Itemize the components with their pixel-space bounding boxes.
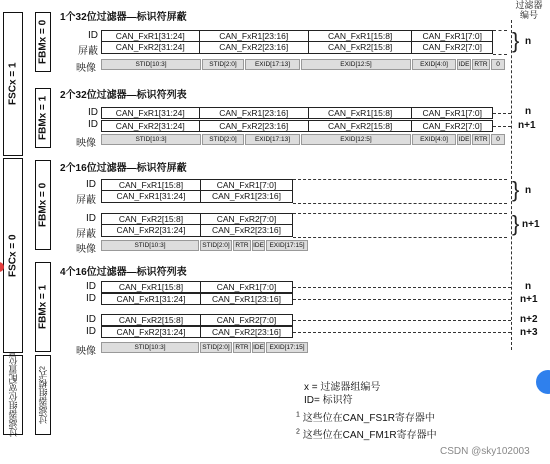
sec3-mask-label-b: 屏蔽 [76,229,96,240]
cell: CAN_FxR1[23:16] [200,108,309,118]
sec4-id-4: ID [86,326,96,337]
group-pos-label: 过滤器组位宽配置位 1 [8,352,19,438]
map-cell: STID[10:3] [101,134,201,145]
cell: CAN_FxR2[31:24] [102,42,200,53]
sec4-row-a1 [101,281,293,293]
cell: CAN_FxR1[31:24] [102,191,201,202]
cell: CAN_FxR1[31:24] [102,108,200,118]
sec3-map-label: 映像 [76,244,96,255]
sec3-dash-3 [293,213,507,214]
sec2-title: 2个32位过滤器—标识符列表 [60,90,187,101]
sec1-brace: } [512,28,520,53]
legend-x: x = 过滤器组编号 [304,382,381,393]
cell: CAN_FxR2[31:24] [102,121,200,131]
sec4-n: n [525,281,532,292]
sec1-mask-label: 屏蔽 [78,46,98,57]
sec1-n: n [525,36,532,47]
fbmx0-label-2: FBMx = 0 [37,182,49,228]
sec3-n1: n+1 [522,219,540,230]
sec4-row-a2 [101,293,293,305]
sec3-row-b2 [101,225,293,237]
cell: CAN_FxR2[23:16] [200,121,309,131]
map-cell: STID[2:0] [200,240,232,251]
sec1-id-label: ID [88,30,98,41]
sec4-id-1: ID [86,281,96,292]
map-cell: STID[2:0] [200,342,232,353]
fscx1-label: FSCx = 1 [7,62,19,106]
legend-id: ID= 标识符 [304,395,353,406]
sec4-row-b1 [101,314,293,326]
sec1-dash-top [493,30,507,31]
sec4-dash-2 [293,299,511,300]
sec4-row-b2 [101,326,293,338]
sec4-n1: n+1 [520,294,538,305]
cell: CAN_FxR1[15:8] [309,108,412,118]
map-cell: EXID[4:0] [412,134,456,145]
map-cell: EXID[4:0] [412,59,456,70]
cell: CAN_FxR2[7:0] [216,214,277,224]
cell: CAN_FxR1[7:0] [216,282,277,292]
sec3-row-b1 [101,213,293,225]
map-cell: EXID[17:13] [245,59,300,70]
sec3-dash-2 [293,203,507,204]
sec3-brace-2: } [512,211,520,236]
cell: CAN_FxR2[23:16] [211,327,281,337]
map-cell: EXID[17:13] [245,134,300,145]
sec4-dash-3 [293,320,511,321]
sec4-n2: n+2 [520,314,538,325]
map-cell: IDE [458,61,470,68]
sec4-n3: n+3 [520,327,538,338]
sec3-id-label-a: ID [86,179,96,190]
sec3-dash-4 [293,237,507,238]
sec2-dash-2 [493,126,511,127]
cell: CAN_FxR2[15:8] [102,315,201,325]
fbmx1-label-1: FBMx = 1 [37,95,49,141]
cell: CAN_FxR2[15:8] [102,214,201,224]
sec2-map-label: 映像 [76,138,96,149]
cell: CAN_FxR1[23:16] [211,294,281,304]
cell: CAN_FxR2[23:16] [211,225,281,235]
map-cell: RTR [472,134,490,145]
sec4-map-row [101,342,308,353]
sec1-map-label: 映像 [76,63,96,74]
map-cell: STID[10:3] [101,342,199,353]
map-cell: 0 [491,134,505,145]
sec4-id-2: ID [86,293,96,304]
map-cell: EXID[12:5] [301,134,411,145]
sec2-n: n [525,106,532,117]
sec2-row-2 [101,120,493,132]
fbmx1-label-2: FBMx = 1 [37,284,49,330]
map-cell: STID[2:0] [202,59,244,70]
sec1-map-row [101,59,505,70]
map-cell: EXID[17:15] [266,342,308,353]
sec4-dash-1 [293,287,511,288]
sec1-dash-bot [493,54,507,55]
cell: CAN_FxR1[15:8] [102,282,201,292]
sec3-row-a1 [101,179,293,191]
csdn-watermark: CSDN @sky102003 [440,446,530,457]
map-cell: IDE [253,242,264,249]
sec4-id-3: ID [86,314,96,325]
cell: CAN_FxR2[15:8] [309,121,412,131]
map-cell: EXID[12:5] [301,59,411,70]
cell: CAN_FxR1[7:0] [422,108,482,118]
map-cell: IDE [253,344,264,351]
sec3-row-a2 [101,191,293,203]
sec3-dash-1 [293,179,507,180]
sec2-id-label-1: ID [88,107,98,118]
map-cell: STID[10:3] [101,59,201,70]
cell: CAN_FxR2[31:24] [102,327,201,337]
map-cell: STID[10:3] [101,240,199,251]
filter-number-header: 过滤器 编号 [515,0,543,20]
cell: CAN_FxR2[23:16] [200,42,309,53]
sec3-n: n [525,185,532,196]
sec1-title: 1个32位过滤器—标识符屏蔽 [60,12,187,23]
sec3-map-row [101,240,308,251]
sec3-brace-1: } [512,177,520,202]
map-cell: RTR [233,342,251,353]
legend-fs1r: $^1$ 这些位在CAN_FS1R寄存器中 [296,411,435,424]
cell: CAN_FxR2[15:8] [309,42,412,53]
cell: CAN_FxR1[15:8] [102,180,201,190]
sec1-row-mask [101,42,493,54]
map-cell: STID[2:0] [202,134,244,145]
map-cell: IDE [458,136,470,143]
cell: CAN_FxR2[31:24] [102,225,201,236]
sec4-map-label: 映像 [76,346,96,357]
sec2-id-label-2: ID [88,119,98,130]
sec3-mask-label-a: 屏蔽 [76,195,96,206]
cell: CAN_FxR1[23:16] [211,191,281,201]
cell: CAN_FxR1[23:16] [200,31,309,41]
map-cell: 0 [491,59,505,70]
fbmx0-label-1: FBMx = 0 [37,19,49,65]
sec2-map-row [101,134,505,145]
sec2-n1: n+1 [518,120,536,131]
cell: CAN_FxR2[7:0] [422,42,482,52]
sec2-row-1 [101,107,493,119]
sec3-title: 2个16位过滤器—标识符屏蔽 [60,163,187,174]
group-mode-label: 过滤器组模式 2 [38,366,49,424]
fscx0-label: FSCx = 0 [7,234,19,277]
blue-dot[interactable] [536,370,550,394]
sec2-dash-1 [493,113,511,114]
cell: CAN_FxR1[31:24] [102,31,200,41]
cell: CAN_FxR1[31:24] [102,294,201,304]
map-cell: EXID[17:15] [266,240,308,251]
map-cell: RTR [233,240,251,251]
sec4-title: 4个16位过滤器—标识符列表 [60,267,187,278]
map-cell: RTR [472,59,490,70]
cell: CAN_FxR2[7:0] [422,121,482,131]
cell: CAN_FxR1[7:0] [216,180,277,190]
sec3-id-label-b: ID [86,213,96,224]
sec4-dash-4 [293,332,511,333]
sec1-row-id [101,30,493,42]
legend-fm1r: $^2$ 这些位在CAN_FM1R寄存器中 [296,428,437,441]
cell: CAN_FxR1[7:0] [422,31,482,41]
cell: CAN_FxR2[7:0] [216,315,277,325]
cell: CAN_FxR1[15:8] [309,31,412,41]
